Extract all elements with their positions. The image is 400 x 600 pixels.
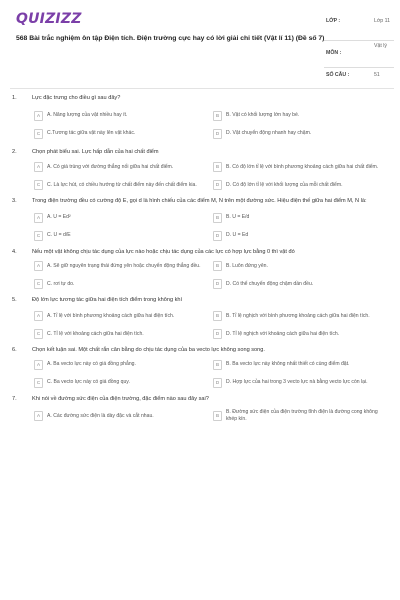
answer-option[interactable] [213,231,392,241]
question-header [0,396,400,404]
answer-option[interactable] [34,279,213,289]
option-text: A. Các đường sức điện là dày đặc và cắt nhau. [47,412,154,419]
meta-row-socau [324,67,394,84]
option-text: B. Vật có khối lượng lớn hay bé. [226,112,300,119]
option-letter-box: D [213,279,222,289]
option-letter-box: A [34,360,43,370]
option-row [34,129,392,139]
question-text: Chọn phát biểu sai. Lực hấp dẫn của hai chất điểm [32,148,159,155]
option-text: C. U = d/E [47,232,71,239]
answer-option[interactable] [213,111,392,121]
meta-row-mon [324,40,394,67]
answer-options [34,111,392,139]
option-text: C.Tương tác giữa vật này lên vật khác. [47,130,136,137]
answer-option[interactable] [34,261,213,271]
option-letter-box: A [34,162,43,172]
option-text: A. Sẽ giữ nguyên trạng thái đứng yên hoặc chuyển động thẳng đều. [47,262,201,269]
question-text: Nếu một vật không chịu tác dụng của lực nào hoặc chịu tác dụng của các lực có hợp lực bằng 0 thì vật đó [32,248,295,255]
option-row [34,378,392,388]
option-letter-box: B [213,411,222,421]
question-number: 3. [12,198,17,205]
answer-option[interactable] [213,378,392,388]
quizizz-logo[interactable]: QUIZIZZ [16,11,82,27]
meta-panel [324,16,394,84]
answer-option[interactable] [34,411,213,421]
option-row [34,261,392,271]
option-text: C. rơi tự do. [47,280,75,287]
question-header [0,249,400,257]
question-number: 7. [12,395,17,402]
answer-option[interactable] [34,162,213,172]
option-text: B. Có độ lớn tỉ lệ với bình phương khoảng cách giữa hai chất điểm. [226,163,379,170]
answer-options [34,162,392,190]
option-letter-box: B [213,311,222,321]
option-letter-box: C [34,378,43,388]
option-row [34,279,392,289]
question-item [0,297,400,339]
option-text: B. Ba vecto lực này không nhất thiết có cùng điểm đặt. [226,361,350,368]
question-list [0,95,400,423]
option-text: A. Tỉ lệ với bình phương khoảng cách giữa hai điện tích. [47,312,175,319]
option-letter-box: B [213,360,222,370]
option-letter-box: C [34,329,43,339]
option-text: C. Tỉ lệ với khoảng cách giữa hai điện tích. [47,330,144,337]
option-letter-box: A [34,213,43,223]
answer-option[interactable] [34,378,213,388]
option-text: D. U = Ed [226,232,249,239]
mon-label: MÔN : [326,50,342,56]
header [0,0,400,88]
lop-value: Lớp 11 [374,18,390,24]
answer-option[interactable] [213,129,392,139]
answer-options [34,360,392,388]
option-letter-box: A [34,261,43,271]
question-header [0,198,400,206]
option-row [34,111,392,121]
option-letter-box: D [213,231,222,241]
option-text: D. Tỉ lệ nghịch với khoảng cách giữa hai điện tích. [226,330,340,337]
mon-value: Vật lý [374,43,387,49]
answer-option[interactable] [34,111,213,121]
option-letter-box: A [34,411,43,421]
answer-options [34,213,392,241]
question-text: Độ lớn lực tương tác giữa hai điện tích điểm trong không khí [32,297,183,304]
answer-option[interactable] [34,311,213,321]
answer-option[interactable] [213,409,392,423]
question-number: 5. [12,297,17,304]
option-text: A. Năng lượng của vật nhiều hay ít. [47,112,128,119]
answer-option[interactable] [213,329,392,339]
question-text: Lực đặc trưng cho điều gì sau đây? [32,95,121,101]
option-row [34,213,392,223]
option-text: B. Đường sức điện của điện trường tĩnh điện là đường cong không khép kín. [226,409,378,422]
answer-option[interactable] [213,180,392,190]
option-letter-box: B [213,111,222,121]
option-text: D. Vật chuyển động nhanh hay chậm. [226,130,312,137]
meta-row-lop [324,16,394,40]
option-letter-box: C [34,129,43,139]
option-row [34,180,392,190]
option-row [34,162,392,172]
option-text: C. Là lực hút, có chiều hướng từ chất điểm này đến chất điểm kia. [47,181,197,188]
question-item [0,249,400,290]
question-number: 2. [12,148,17,155]
option-letter-box: B [213,261,222,271]
question-header [0,95,400,103]
answer-option[interactable] [213,360,392,370]
option-row [34,409,392,423]
option-letter-box: D [213,329,222,339]
option-text: B. Luôn đứng yên. [226,262,268,269]
question-number: 4. [12,248,17,255]
answer-options [34,311,392,339]
question-item [0,149,400,191]
answer-options [34,261,392,289]
answer-options [34,409,392,423]
question-text: Chọn kết luận sai. Một chất rắn cân bằng do chịu tác dụng của ba vecto lực không song song. [32,346,265,353]
answer-option[interactable] [213,279,392,289]
answer-option[interactable] [213,213,392,223]
option-letter-box: D [213,378,222,388]
answer-option[interactable] [34,129,213,139]
question-item [0,396,400,423]
option-row [34,360,392,370]
option-text: A. U = Ed² [47,214,71,221]
option-letter-box: B [213,213,222,223]
question-text: Khi nói về đường sức điện của điện trường, đặc điểm nào sau đây sai? [32,395,209,402]
option-row [34,311,392,321]
answer-option[interactable] [34,360,213,370]
question-text: Trong điện trường đều có cường độ E, gọi d là hình chiếu của các điểm M, N trên một đường sức. Hiệu điện thế giữa hai điểm M, N là: [32,198,367,205]
option-text: A. Ba vecto lực này có giá đồng phẳng. [47,361,136,368]
option-text: B. U = E/d [226,214,250,221]
header-divider [10,88,394,89]
socau-value: 51 [374,72,380,78]
page-title: 568 Bài trắc nghiệm ôn tập Điện tích. Điện trường cực hay có lời giải chi tiết (Vật lí 11) (Đề số 7) [16,35,325,42]
question-number: 6. [12,346,17,353]
question-item [0,198,400,241]
answer-option[interactable] [213,311,392,321]
question-number: 1. [12,95,17,101]
question-header [0,149,400,157]
answer-option[interactable] [213,162,392,172]
answer-option[interactable] [34,329,213,339]
option-letter-box: B [213,162,222,172]
answer-option[interactable] [34,231,213,241]
option-letter-box: D [213,129,222,139]
answer-option[interactable] [213,261,392,271]
option-text: D. Có thể chuyển động chậm dần đều. [226,280,314,287]
option-text: D. Có độ lớn tỉ lệ với khối lượng của mỗi chất điểm. [226,181,343,188]
option-letter-box: A [34,311,43,321]
option-text: D. Hợp lực của hai trong 3 vecto lực nà bằng vecto lực còn lại. [226,379,368,386]
option-text: C. Ba vecto lực này có giá đồng quy. [47,379,130,386]
option-row [34,231,392,241]
question-item [0,95,400,139]
socau-label: SỐ CÂU : [326,72,350,78]
question-header [0,297,400,305]
option-letter-box: C [34,279,43,289]
question-header [0,347,400,355]
question-item [0,347,400,388]
option-row [34,329,392,339]
answer-option[interactable] [34,180,213,190]
option-text: A. Có giá trùng với đường thẳng nối giữa hai chất điểm. [47,163,174,170]
option-letter-box: A [34,111,43,121]
answer-option[interactable] [34,213,213,223]
option-letter-box: C [34,231,43,241]
option-text: B. Tỉ lệ nghịch với bình phương khoảng cách giữa hai điện tích. [226,312,370,319]
lop-label: LỚP : [326,18,341,24]
option-letter-box: D [213,180,222,190]
option-letter-box: C [34,180,43,190]
